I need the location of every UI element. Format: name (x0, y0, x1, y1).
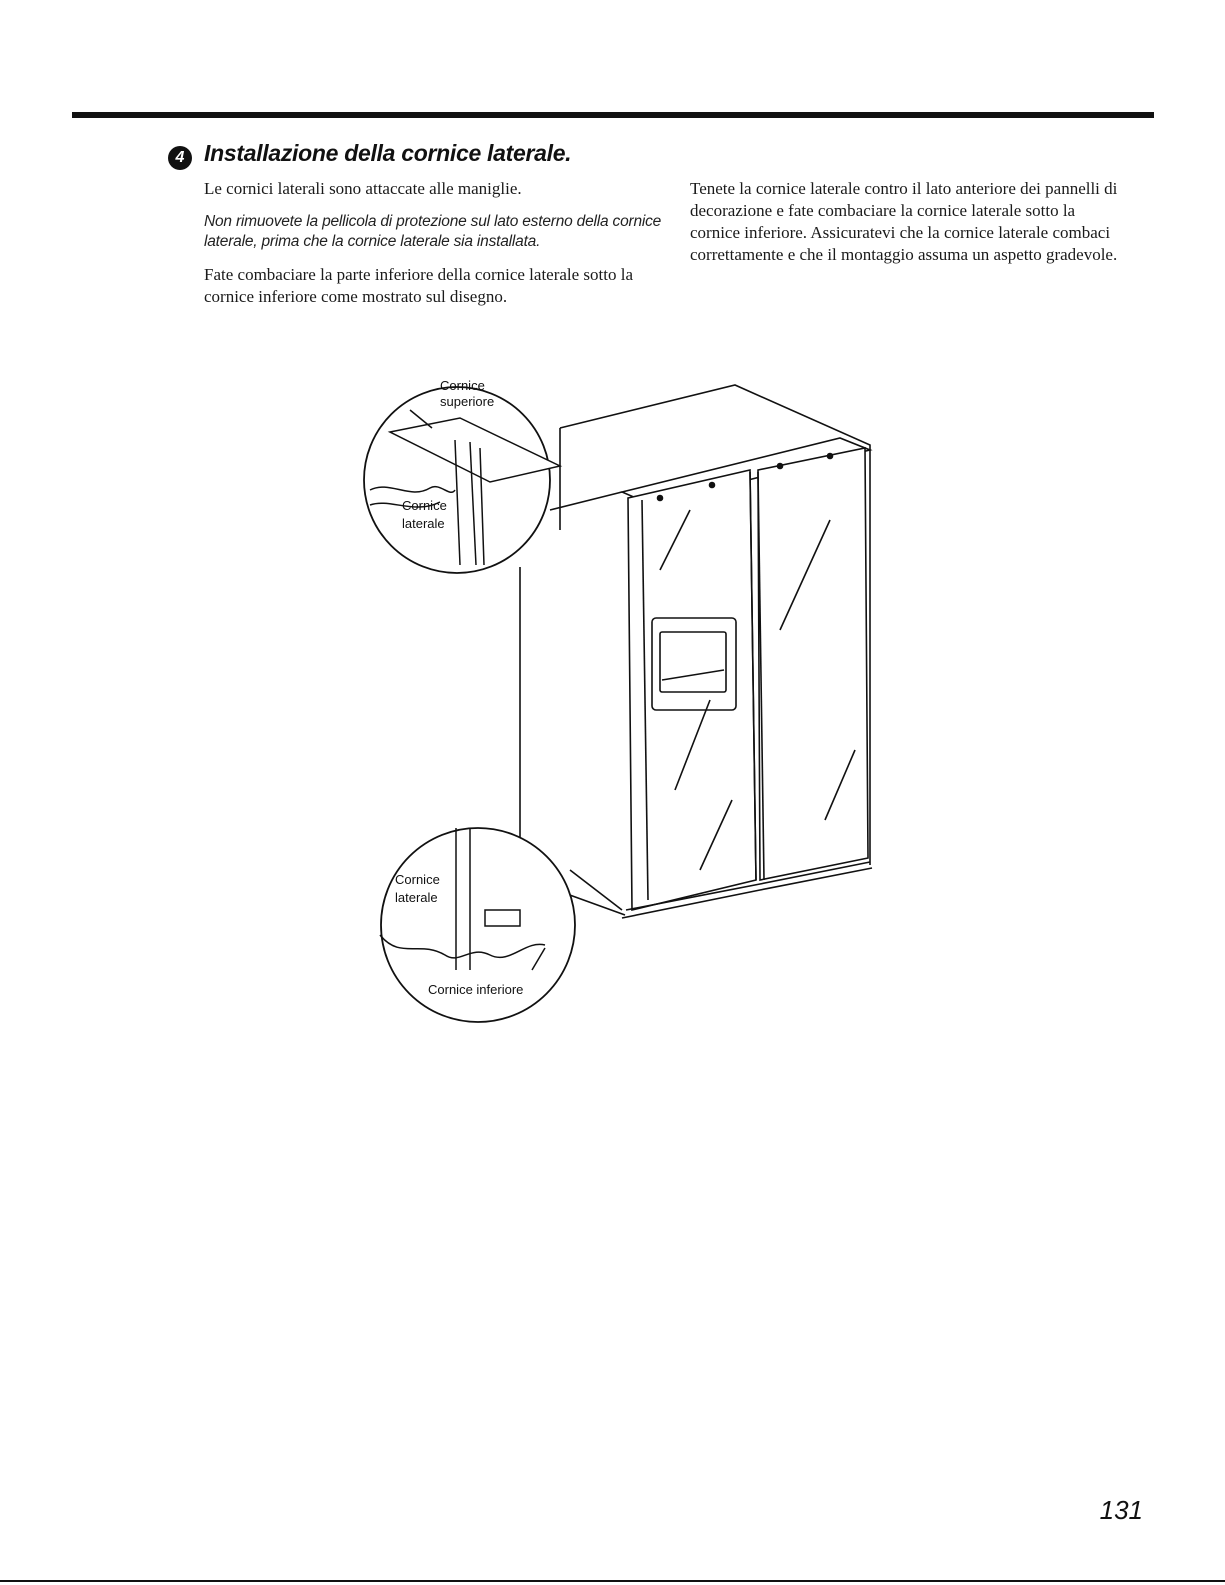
refrigerator-trim-illustration (360, 370, 880, 1030)
right-paragraph-1: Tenete la cornice laterale contro il lato anteriore dei pannelli di decorazione e fate combaciare la cornice laterale sotto la cornice inferiore. Assicuratevi che la cornice laterale combaci correttamente e che il montaggio assuma un aspetto gradevole. (690, 179, 1118, 264)
section-heading: Installazione della cornice laterale. (204, 140, 572, 166)
bottom-rule (0, 1580, 1225, 1582)
left-column (204, 178, 674, 320)
top-callout-label-1: Cornice (440, 378, 485, 393)
refrigerator-drawing (520, 385, 872, 918)
bottom-side-callout-label-2: laterale (395, 890, 438, 905)
top-callout-label-2: superiore (440, 394, 495, 409)
bottom-detail-callout (380, 828, 575, 1022)
bottom-callout-label: Cornice inferiore (428, 982, 524, 997)
left-paragraph-2: Fate combaciare la parte inferiore della cornice laterale sotto la cornice inferiore come mostrato sul disegno. (204, 265, 634, 306)
page-number: 131 (1099, 1495, 1143, 1525)
top-detail-callout (364, 378, 560, 573)
left-paragraph-1: Le cornici laterali sono attaccate alle maniglie. (204, 179, 522, 198)
side-callout-label-2: laterale (402, 516, 445, 531)
protection-film-note: Non rimuovete la pellicola di protezione sul lato esterno della cornice laterale, prima che la cornice laterale sia installata. (204, 213, 662, 250)
bottom-side-callout-label-1: Cornice (395, 872, 440, 887)
top-rule (72, 112, 1154, 118)
right-column (690, 178, 1120, 278)
side-callout-label-1: Cornice (402, 498, 447, 513)
step-number-badge: 4 (168, 146, 192, 170)
